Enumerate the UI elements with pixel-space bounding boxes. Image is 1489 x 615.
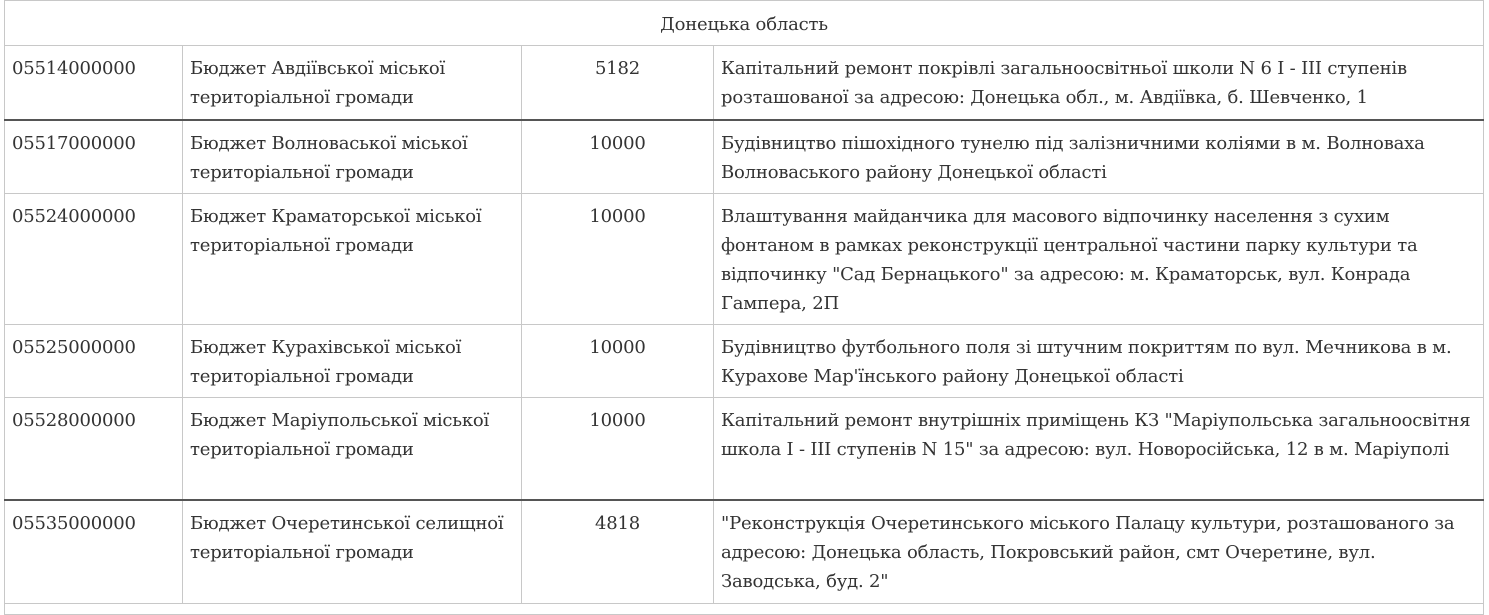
budget-code: 05525000000 bbox=[5, 325, 183, 398]
budget-amount: 5182 bbox=[522, 46, 714, 121]
table-row bbox=[5, 398, 1484, 501]
budget-amount: 10000 bbox=[522, 398, 714, 501]
project-description: Влаштування майданчика для масового відпочинку населення з сухим фонтаном в рамках реконструкції центральної частини парку культури та відпочинку "Сад Бернацького" за адресою: м. Краматорськ, вул. Конрада Гампера, 2П bbox=[714, 194, 1484, 325]
table-row bbox=[5, 120, 1484, 194]
project-description: "Реконструкція Очеретинського міського Палацу культури, розташованого за адресою: Донецька область, Покровський район, смт Очеретине, вул. Заводська, буд. 2" bbox=[714, 500, 1484, 604]
budget-code: 05528000000 bbox=[5, 398, 183, 501]
table-row bbox=[5, 194, 1484, 325]
budget-name: Бюджет Волноваської міської територіальної громади bbox=[183, 120, 522, 194]
tail-row bbox=[5, 604, 1484, 615]
budget-name: Бюджет Маріупольської міської територіальної громади bbox=[183, 398, 522, 501]
project-description: Будівництво пішохідного тунелю під залізничними коліями в м. Волноваха Волноваського району Донецької області bbox=[714, 120, 1484, 194]
table-row bbox=[5, 46, 1484, 121]
budget-code: 05524000000 bbox=[5, 194, 183, 325]
budget-amount: 10000 bbox=[522, 194, 714, 325]
project-description: Капітальний ремонт покрівлі загальноосвітньої школи N 6 I - III ступенів розташованої за адресою: Донецька обл., м. Авдіївка, б. Шевченко, 1 bbox=[714, 46, 1484, 121]
tail-cell bbox=[5, 604, 1484, 615]
project-description: Будівництво футбольного поля зі штучним покриттям по вул. Мечникова в м. Курахове Мар'їнського району Донецької області bbox=[714, 325, 1484, 398]
budget-code: 05535000000 bbox=[5, 500, 183, 604]
budget-amount: 4818 bbox=[522, 500, 714, 604]
budget-table-container bbox=[4, 0, 1483, 615]
budget-code: 05517000000 bbox=[5, 120, 183, 194]
budget-name: Бюджет Курахівської міської територіальної громади bbox=[183, 325, 522, 398]
table-row bbox=[5, 500, 1484, 604]
budget-table bbox=[4, 0, 1484, 615]
budget-name: Бюджет Краматорської міської територіальної громади bbox=[183, 194, 522, 325]
budget-name: Бюджет Авдіївської міської територіальної громади bbox=[183, 46, 522, 121]
region-header-row bbox=[5, 1, 1484, 46]
budget-code: 05514000000 bbox=[5, 46, 183, 121]
budget-name: Бюджет Очеретинської селищної територіальної громади bbox=[183, 500, 522, 604]
project-description: Капітальний ремонт внутрішніх приміщень КЗ "Маріупольська загальноосвітня школа I - III ступенів N 15" за адресою: вул. Новоросійська, 12 в м. Маріуполі bbox=[714, 398, 1484, 501]
region-header: Донецька область bbox=[5, 1, 1484, 46]
budget-amount: 10000 bbox=[522, 325, 714, 398]
budget-amount: 10000 bbox=[522, 120, 714, 194]
table-row bbox=[5, 325, 1484, 398]
